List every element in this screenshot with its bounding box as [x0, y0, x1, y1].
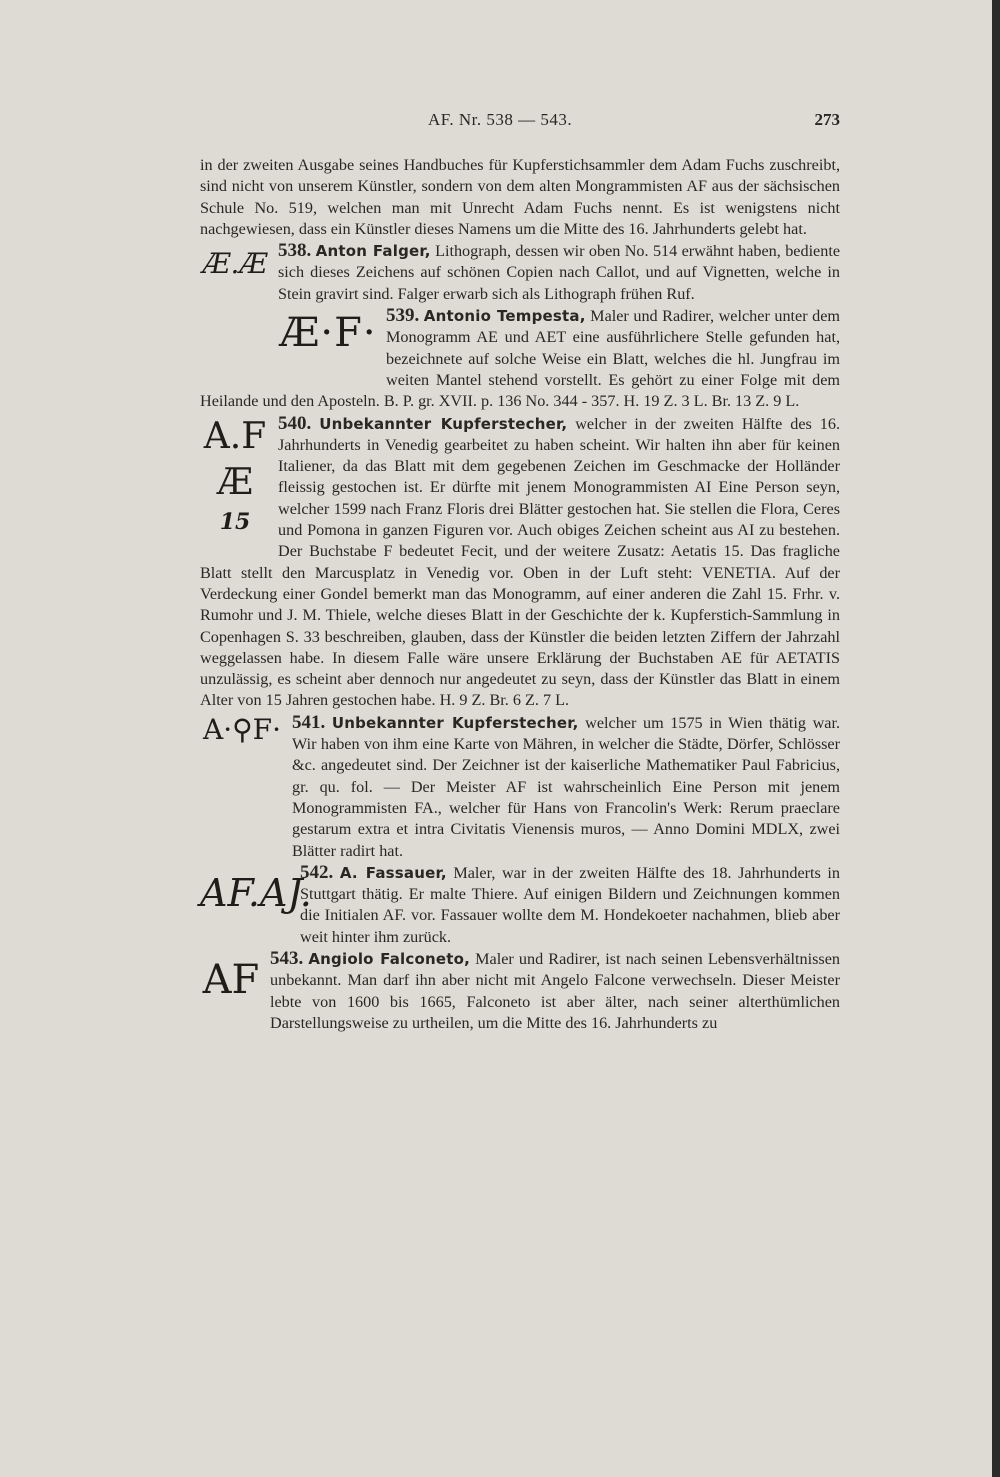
monogram-539: Æ·F·: [279, 310, 377, 357]
entry-artist-name: Unbekannter Kupferstecher,: [319, 414, 568, 433]
body-text: [200, 155, 840, 1034]
entry-number: 542.: [300, 861, 334, 883]
entry-body: Maler, war in der zweiten Hälfte des 18. Jahrhunderts in Stuttgart thätig. Er malte Thiere. Auf einigen Bildern und Zeichnungen kommen die Initialen AF. vor. Fassauer wollte dem M. Hondekoeter nachahmen, blieb aber weit hinter ihm zurück.: [300, 863, 840, 946]
entry-number: 538.: [278, 240, 312, 262]
entry-body: Maler und Radirer, ist nach seinen Lebensverhältnissen unbekannt. Man darf ihn aber nicht mit Angelo Falcone verwechseln. Dieser Meister lebte von 1600 bis 1665, Falconeto ist aber älter, nach seiner alterthümlichen Darstellungsweise zu urtheilen, um die Mitte des 16. Jahrhunderts zu: [270, 949, 840, 1032]
page-edge-shadow: [992, 0, 1000, 1477]
entry-540: [200, 413, 840, 712]
entry-number: 539.: [386, 305, 420, 327]
entry-541: [200, 712, 840, 862]
monogram-line: 15: [219, 508, 251, 535]
entry-number: 543.: [270, 947, 304, 969]
entry-artist-name: A. Fassauer,: [339, 863, 447, 882]
running-header: [200, 110, 840, 140]
running-title: AF. Nr. 538 — 543.: [428, 110, 573, 129]
monogram-line: Æ: [216, 461, 254, 503]
monogram-line: A.F: [203, 415, 267, 457]
entry-artist-name: Anton Falger,: [315, 242, 431, 261]
entry-543: [200, 948, 840, 1034]
monogram-542: AF.AJ.: [200, 870, 312, 915]
entry-body: welcher in der zweiten Hälfte des 16. Jahrhunderts in Venedig gearbeitet zu haben scheint. Wir halten ihn aber für keinen Italiener, da das Blatt mit dem gegebenen Zeichen im Geschmacke der Holländer fleissig gestochen ist. Er dürfte mit jenem Monogrammisten AI Eine Person seyn, welcher 1599 nach Franz Floris drei Blätter gestochen hat. Sie stellen die Flora, Ceres und Pomona in ganzen Figuren vor. Auch obiges Zeichen scheint aus AI zu bestehen. Der Buchstabe F bedeutet Fecit, und der weitere Zusatz: Aetatis 15. Das fragliche Blatt stellt den Marcusplatz in Venedig vor. Oben in der Luft steht: VENETIA. Auf der Verdeckung einer Gondel bemerkt man das Monogramm, auf einer anderen die Zahl 15. Frhr. v. Rumohr und J. M. Thiele, welche dieses Blatt in der Geschichte der k. Kupferstich-Sammlung in Copenhagen S. 33 beschreiben, glauben, dass der Künstler die beiden letzten Ziffern der Jahrzahl weggelassen habe. In diesem Falle wäre unsere Erklärung der Buchstaben AE für AETATIS unzulässig, es scheint aber dennoch nur angedeutet zu seyn, dass der Künstler das Blatt in einem Alter von 15 Jahren gestochen habe. H. 9 Z. Br. 6 Z. 7 L.: [200, 414, 841, 710]
intro-paragraph: in der zweiten Ausgabe seines Handbuches für Kupferstichsammler dem Adam Fuchs zuschreibt, sind nicht von unserem Künstler, sondern von dem alten Mongrammisten AF aus der sächsischen Schule No. 519, welchen man mit Unrecht Adam Fuchs nennt. Es ist wenigstens nicht nachgewiesen, dass ein Künstler dieses Namens um die Mitte des 16. Jahrhunderts gelebt hat.: [200, 156, 840, 238]
entry-539: [200, 305, 840, 412]
entry-artist-name: Antonio Tempesta,: [423, 307, 586, 326]
entry-body: welcher um 1575 in Wien thätig war. Wir haben von ihm eine Karte von Mähren, in welcher die Städte, Dörfer, Schlösser &c. angedeutet sind. Der Zeichner ist der kaiserliche Mathematiker Paul Fabricius, gr. qu. fol. — Der Meister AF ist wahrscheinlich Eine Person mit jenem Monogrammisten FA., welcher für Hans von Francolin's Werk: Rerum praeclare gestarum extra et intra Civitatis Vienensis muros, — Anno Domini MDLX, zwei Blätter radirt hat.: [292, 713, 840, 860]
monogram-540: [200, 415, 270, 549]
entry-538: [200, 240, 840, 305]
entry-number: 541.: [292, 711, 326, 733]
entry-artist-name: Unbekannter Kupferstecher,: [331, 713, 579, 732]
entry-number: 540.: [278, 412, 312, 434]
entry-body: Lithograph, dessen wir oben No. 514 erwähnt haben, bediente sich dieses Zeichens auf schönen Copien nach Callot, und auf Vignetten, welche in Stein gravirt sind. Falger erwarb sich als Lithograph frühen Ruf.: [278, 242, 841, 303]
monogram-541: A·⚲F·: [203, 712, 281, 746]
entry-542: [200, 862, 840, 948]
monogram-538: Æ.Æ: [202, 247, 268, 281]
page-number: 273: [814, 110, 840, 129]
entry-body: Maler und Radirer, welcher unter dem Monogramm AE und AET eine ausführlichere Stelle gefunden hat, bezeichnete auf solche Weise ein Blatt, welches die hl. Jungfrau im weiten Mantel stehend vorstellt. Es gehört zu einer Folge mit dem Heilande und den Aposteln. B. P. gr. XVII. p. 136 No. 344 - 357. H. 19 Z. 3 L. Br. 13 Z. 9 L.: [200, 307, 841, 411]
entry-artist-name: Angiolo Falconeto,: [308, 949, 471, 968]
monogram-543: AF: [202, 956, 260, 1003]
